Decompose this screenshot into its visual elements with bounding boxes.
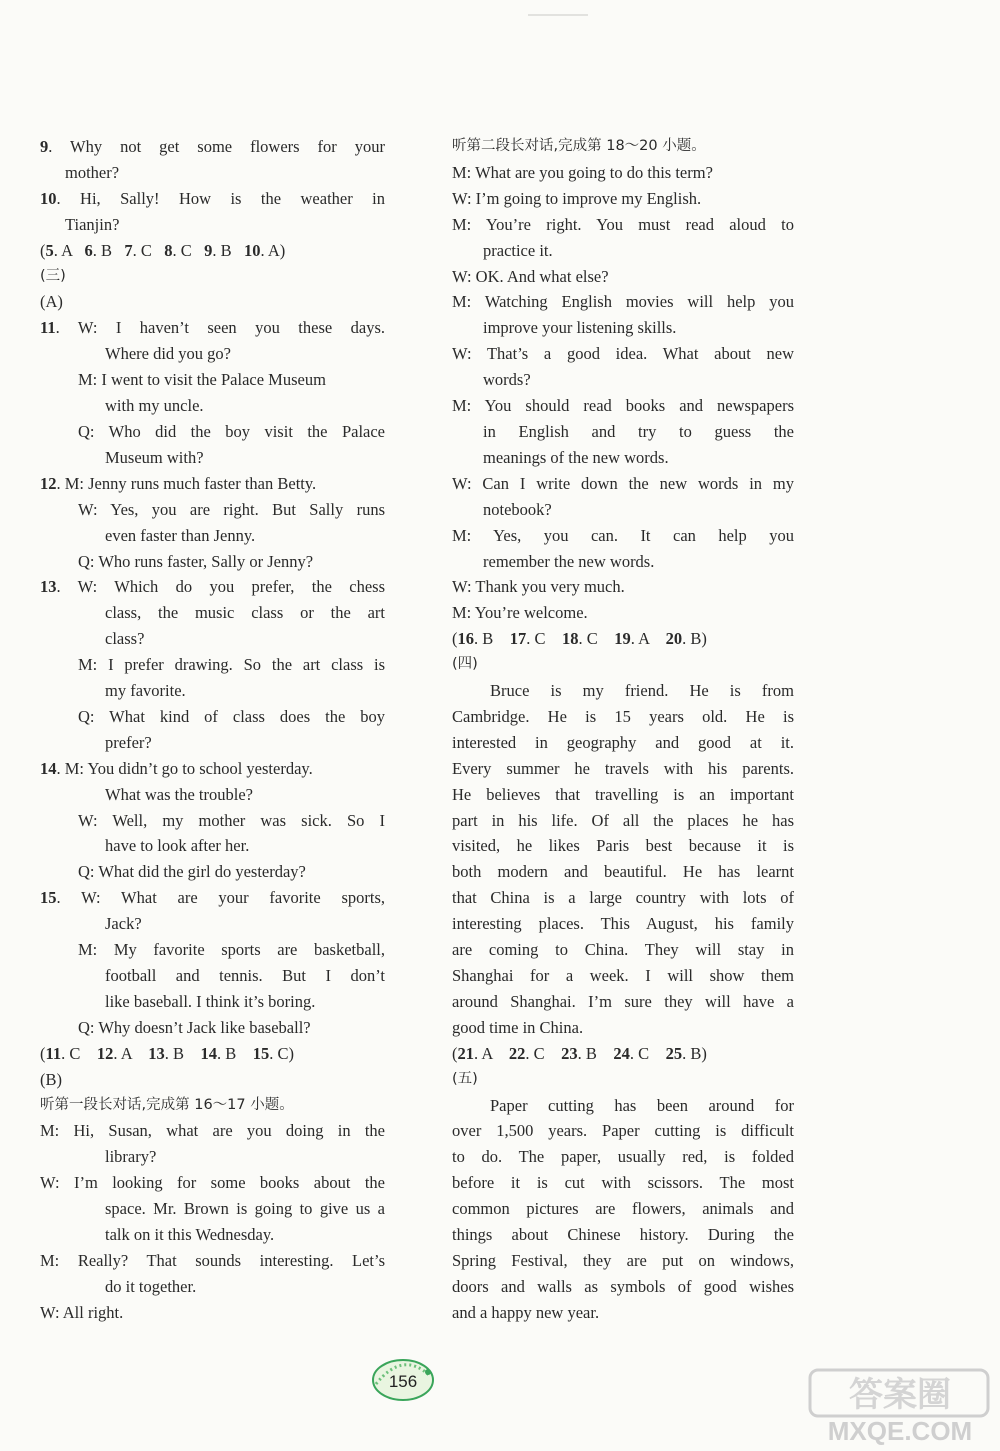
- left-line: 听第一段长对话,完成第 16～17 小题。: [40, 1096, 294, 1113]
- right-line: M: You should read books and newspapers: [452, 396, 794, 416]
- left-line: 13. W: Which do you prefer, the chess: [40, 577, 385, 597]
- left-line: 12. M: Jenny runs much faster than Betty.: [40, 473, 317, 493]
- left-line: W: All right.: [40, 1302, 124, 1322]
- left-line: M: I prefer drawing. So the art class is: [78, 655, 385, 675]
- right-line: practice it.: [483, 240, 553, 260]
- left-line: class?: [105, 629, 145, 649]
- left-line: Tianjin?: [65, 214, 120, 234]
- right-line: W: Thank you very much.: [452, 577, 625, 597]
- left-line: 11. W: I haven’t seen you these days.: [40, 318, 385, 338]
- left-line: Museum with?: [105, 447, 204, 467]
- right-line: W: I’m going to improve my English.: [452, 188, 702, 208]
- left-line: M: Hi, Susan, what are you doing in the: [40, 1121, 385, 1141]
- right-line: 听第二段长对话,完成第 18～20 小题。: [452, 138, 706, 154]
- right-line: common pictures are flowers, animals and: [452, 1199, 794, 1219]
- right-line: part in his life. Of all the places he has: [452, 810, 794, 830]
- left-line: 10. Hi, Sally! How is the weather in: [40, 188, 385, 208]
- left-line: Jack?: [105, 914, 142, 934]
- left-line: 9. Why not get some flowers for your: [40, 137, 385, 156]
- right-line: interesting places. This August, his family: [452, 914, 794, 934]
- right-line: notebook?: [483, 499, 552, 519]
- left-line: M: Really? That sounds interesting. Let’s: [40, 1250, 385, 1270]
- top-decoration: [528, 6, 588, 14]
- watermark-top: 答案圈: [849, 1375, 951, 1415]
- left-line: W: Well, my mother was sick. So I: [78, 810, 385, 830]
- right-column: [452, 134, 794, 1326]
- left-line: my favorite.: [105, 681, 186, 701]
- right-line: (四): [452, 656, 478, 673]
- right-line: words?: [483, 370, 531, 390]
- right-line: M: Yes, you can. It can help you: [452, 525, 794, 545]
- left-line: (5. A 6. B 7. C 8. C 9. B 10. A): [40, 240, 286, 260]
- right-line: Spring Festival, they are put on windows,: [452, 1250, 794, 1270]
- left-line: prefer?: [105, 732, 152, 752]
- right-line: (16. B 17. C 18. C 19. A 20. B): [452, 629, 707, 649]
- left-line: W: Yes, you are right. But Sally runs: [78, 499, 385, 519]
- left-line: (三): [40, 267, 66, 284]
- left-line: 15. W: What are your favorite sports,: [40, 888, 385, 908]
- right-line: before it is cut with scissors. The most: [452, 1173, 794, 1193]
- right-line: improve your listening skills.: [483, 318, 677, 338]
- right-line: to do. The paper, usually red, is folded: [452, 1147, 794, 1167]
- left-line: like baseball. I think it’s boring.: [105, 991, 316, 1011]
- left-column: [40, 134, 385, 1326]
- left-line: (A): [40, 292, 63, 312]
- right-line: M: What are you going to do this term?: [452, 162, 713, 182]
- left-line: have to look after her.: [105, 836, 250, 856]
- right-line: Cambridge. He is 15 years old. He is: [452, 706, 794, 726]
- right-line: meanings of the new words.: [483, 447, 669, 467]
- left-line: do it together.: [105, 1276, 197, 1296]
- page-number: 156: [388, 1372, 418, 1391]
- left-line: football and tennis. But I don’t: [105, 966, 385, 985]
- right-line: Every summer he travels with his parents.: [452, 758, 794, 778]
- right-line: that China is a large country with lots of: [452, 888, 794, 908]
- site-watermark-logo: [808, 1368, 994, 1446]
- left-line: (B): [40, 1069, 62, 1089]
- left-line: Q: What did the girl do yesterday?: [78, 862, 306, 882]
- right-line: W: Can I write down the new words in my: [452, 473, 794, 493]
- left-line: mother?: [65, 162, 120, 182]
- left-line: Q: Who runs faster, Sally or Jenny?: [78, 551, 314, 571]
- right-line: good time in China.: [452, 1017, 584, 1037]
- right-line: W: That’s a good idea. What about new: [452, 344, 794, 364]
- right-line: M: You’re welcome.: [452, 603, 588, 623]
- right-line: in English and try to guess the: [483, 421, 794, 441]
- left-line: Where did you go?: [105, 344, 231, 364]
- left-line: talk on it this Wednesday.: [105, 1225, 275, 1245]
- right-line: He believes that travelling is an important: [452, 784, 794, 804]
- right-line: both modern and beautiful. He has learnt: [452, 862, 794, 882]
- right-line: interested in geography and good at it.: [452, 732, 794, 752]
- right-line: over 1,500 years. Paper cutting is difficult: [452, 1121, 794, 1141]
- right-line: around Shanghai. I’m sure they will have a: [452, 991, 794, 1011]
- right-line: remember the new words.: [483, 551, 655, 571]
- left-line: M: I went to visit the Palace Museum: [78, 370, 326, 390]
- left-line: even faster than Jenny.: [105, 525, 256, 545]
- left-line: What was the trouble?: [105, 784, 253, 804]
- left-line: Q: Why doesn’t Jack like baseball?: [78, 1017, 311, 1037]
- watermark-bottom: MXQE.COM: [827, 1416, 973, 1446]
- left-line: class, the music class or the art: [105, 603, 385, 623]
- right-line: and a happy new year.: [452, 1302, 600, 1322]
- right-line: things about Chinese history. During the: [452, 1225, 794, 1245]
- right-line: M: You’re right. You must read aloud to: [452, 214, 794, 234]
- page-number-badge: [368, 1354, 438, 1404]
- left-line: Q: Who did the boy visit the Palace: [78, 421, 385, 441]
- right-line: Paper cutting has been around for: [490, 1095, 794, 1115]
- left-line: W: I’m looking for some books about the: [40, 1173, 385, 1193]
- right-line: Bruce is my friend. He is from: [490, 681, 794, 701]
- right-line: doors and walls as symbols of good wishes: [452, 1276, 794, 1296]
- right-line: Shanghai for a week. I will show them: [452, 966, 794, 985]
- right-line: W: OK. And what else?: [452, 266, 609, 286]
- right-line: (五): [452, 1070, 478, 1087]
- left-line: (11. C 12. A 13. B 14. B 15. C): [40, 1043, 294, 1063]
- left-line: space. Mr. Brown is going to give us a: [105, 1199, 385, 1219]
- left-line: Q: What kind of class does the boy: [78, 706, 385, 726]
- right-line: are coming to China. They will stay in: [452, 940, 794, 960]
- right-line: visited, he likes Paris best because it is: [452, 836, 794, 856]
- right-line: M: Watching English movies will help you: [452, 292, 794, 312]
- left-line: 14. M: You didn’t go to school yesterday.: [40, 758, 313, 778]
- left-line: library?: [105, 1147, 157, 1167]
- left-line: with my uncle.: [105, 396, 204, 416]
- left-line: M: My favorite sports are basketball,: [78, 940, 385, 960]
- right-line: (21. A 22. C 23. B 24. C 25. B): [452, 1043, 707, 1063]
